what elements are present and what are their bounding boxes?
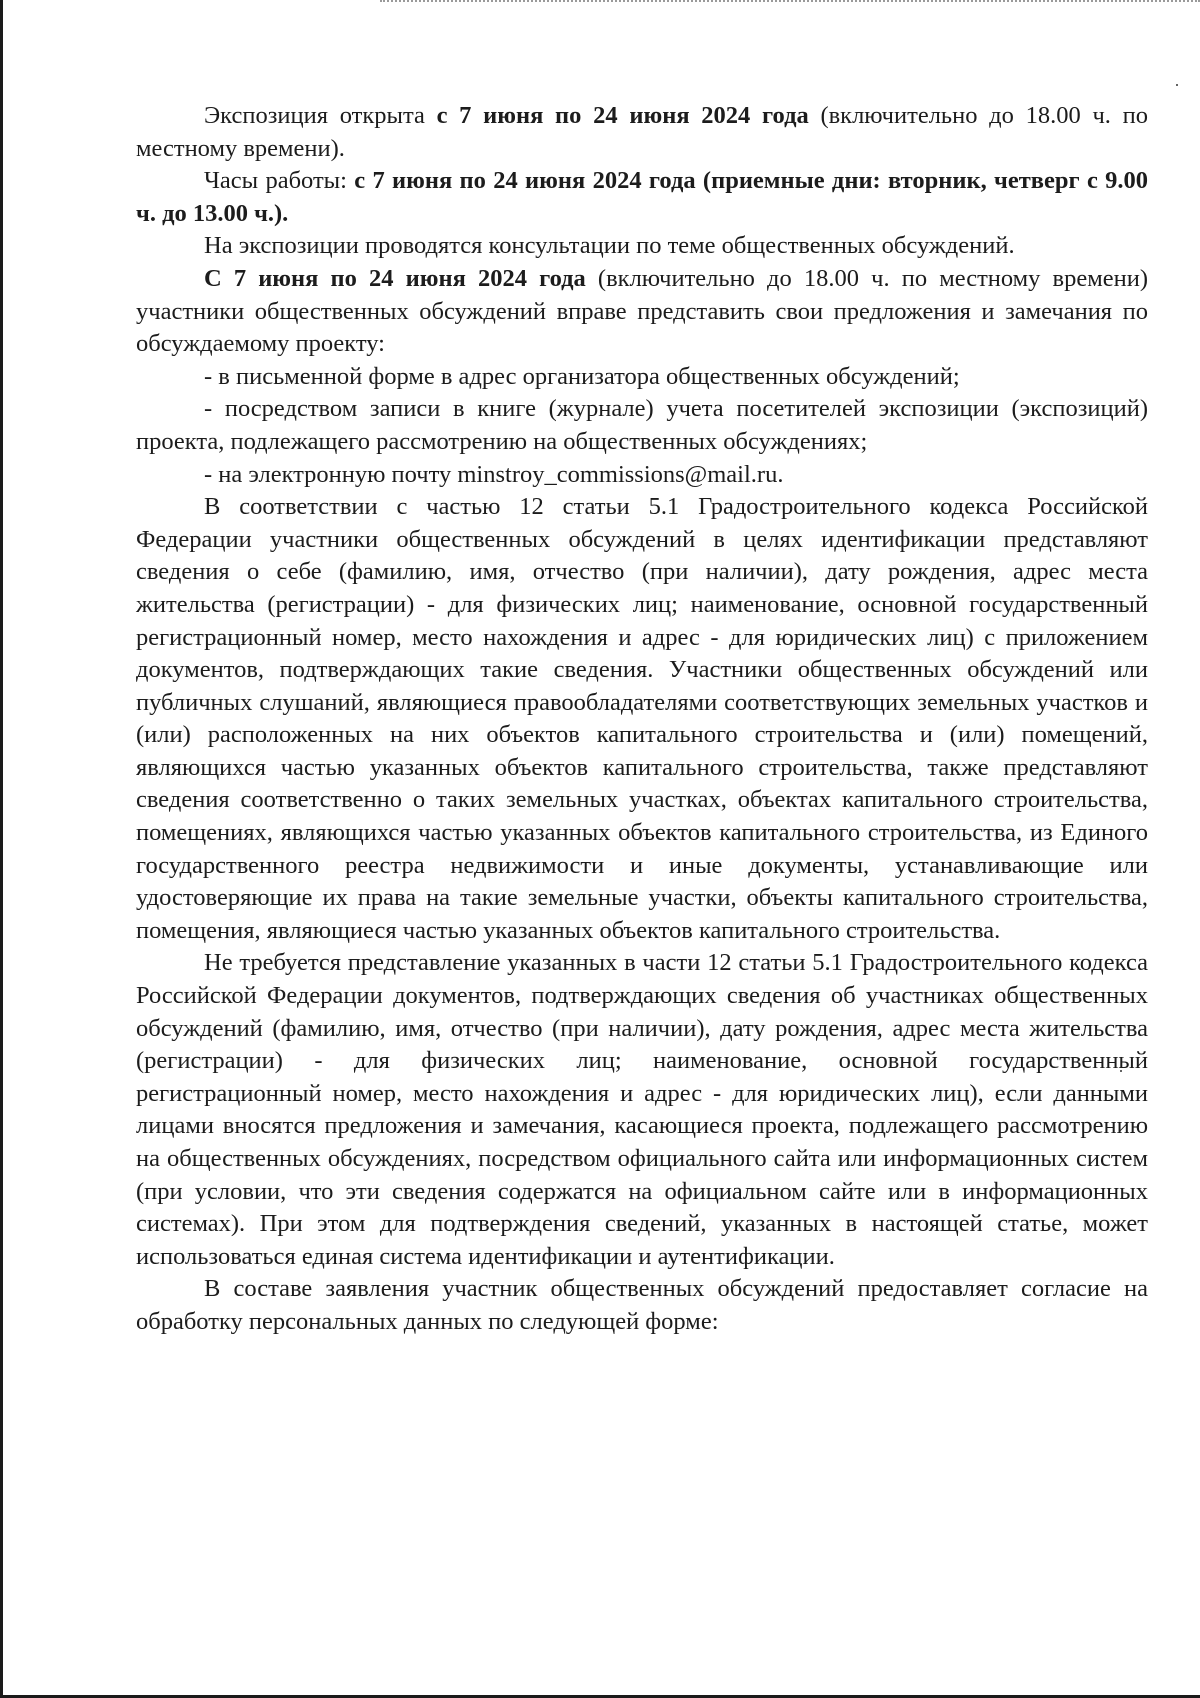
- paragraph-personal-data-consent: В составе заявления участник общественных обсуждений предоставляет согласие на обработку персональных данных по следующей форме:: [136, 1275, 1148, 1335]
- list-item-written-form: - в письменной форме в адрес организатора общественных обсуждений;: [204, 362, 960, 390]
- paragraph-exposition-dates: Экспозиция открыта с 7 июня по 24 июня 2024 года (включительно до 18.00 ч. по местному времени).: [136, 102, 1148, 162]
- list-item-email: - на электронную почту minstroy_commissions@mail.ru.: [204, 460, 784, 488]
- paragraph-no-documents-required: Не требуется представление указанных в части 12 статьи 5.1 Градостроительного кодекса Российской Федерации документов, подтверждающих сведения об участниках общественных обсуждений (фамилию, имя, отчество (при наличии), дату рождения, адрес места жительства (регистрации) - для физических лиц; наименование, основной государственный регистрационный номер, место нахождения и адрес - для юридических лиц), если данными лицами вносятся предложения и замечания, касающиеся проекта, подлежащего рассмотрению на общественных обсуждениях, посредством официального сайта или информационных систем (при условии, что эти сведения содержатся на официальном сайте или в информационных системах). При этом для подтверждения сведений, указанных в настоящей статье, может использоваться единая система идентификации и аутентификации.: [136, 949, 1148, 1270]
- list-item-visitor-book: - посредством записи в книге (журнале) учета посетителей экспозиции (экспозиций) проекта, подлежащего рассмотрению на общественных обсуждениях;: [136, 395, 1148, 455]
- scan-speck: [1176, 84, 1178, 86]
- paragraph-proposals-period: С 7 июня по 24 июня 2024 года (включительно до 18.00 ч. по местному времени) участники общественных обсуждений вправе представить свои предложения и замечания по обсуждаемому проекту:: [136, 264, 1148, 358]
- paragraph-consultations: На экспозиции проводятся консультации по теме общественных обсуждений.: [204, 232, 1015, 260]
- scan-left-edge: [0, 0, 3, 1698]
- document-body: [136, 100, 1148, 1339]
- paragraph-working-hours: Часы работы: с 7 июня по 24 июня 2024 года (приемные дни: вторник, четверг с 9.00 ч. до 13.00 ч.).: [136, 167, 1149, 227]
- paragraph-identification: В соответствии с частью 12 статьи 5.1 Градостроительного кодекса Российской Федерации участники общественных обсуждений в целях идентификации представляют сведения о себе (фамилию, имя, отчество (при наличии), дату рождения, адрес места жительства (регистрации) - для физических лиц; наименование, основной государственный регистрационный номер, место нахождения и адрес - для юридических лиц) с приложением документов, подтверждающих такие сведения. Участники общественных обсуждений или публичных слушаний, являющиеся правообладателями соответствующих земельных участков и (или) расположенных на них объектов капитального строительства и (или) помещений, являющихся частью указанных объектов капитального строительства, также представляют сведения соответственно о таких земельных участках, объектах капитального строительства, помещениях, являющихся частью указанных объектов капитального строительства, из Единого государственного реестра недвижимости и иные документы, устанавливающие или удостоверяющие их права на такие земельные участки, объекты капитального строительства, помещения, являющиеся частью указанных объектов капитального строительства.: [136, 493, 1148, 944]
- scan-top-edge: [380, 0, 1200, 4]
